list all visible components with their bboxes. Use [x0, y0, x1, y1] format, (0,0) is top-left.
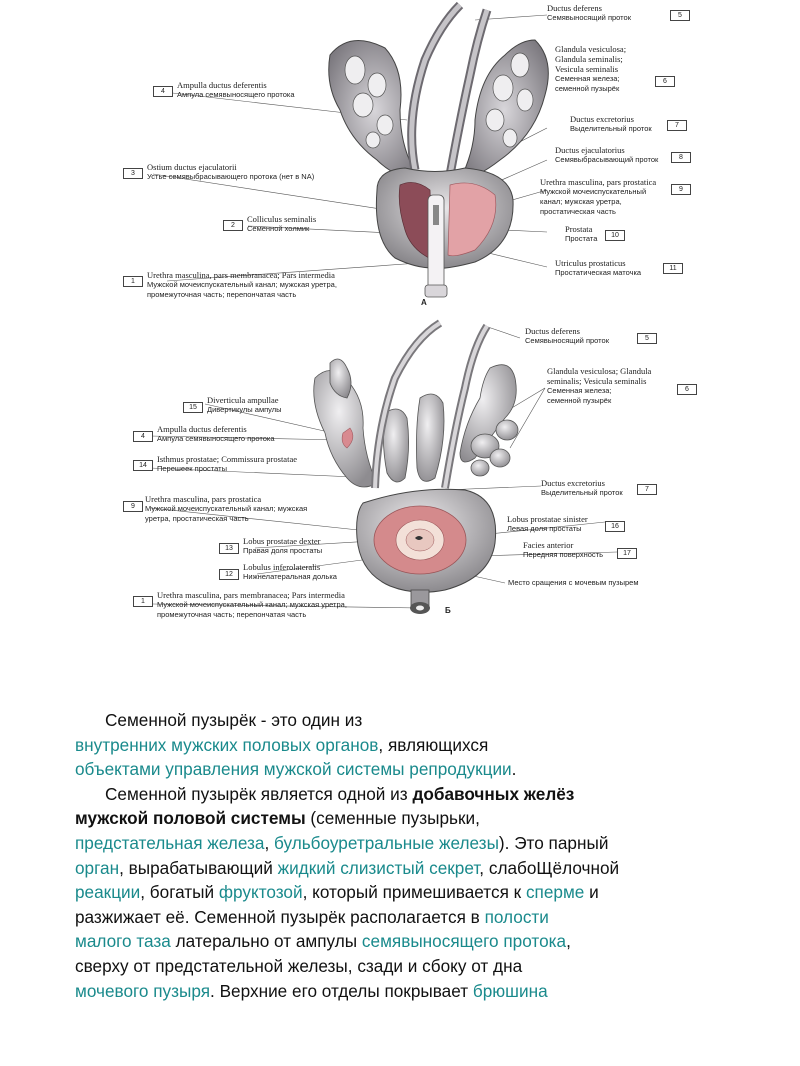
label-ductus-excretorius-a: Ductus excretorius Выделительный проток	[570, 114, 652, 133]
label-diverticula-b: Diverticula ampullae Дивертикулы ампулы	[207, 395, 282, 414]
label-number: 4	[153, 86, 173, 97]
label-number: 4	[133, 431, 153, 442]
label-ductus-ejaculatorius-a: Ductus ejaculatorius Семявыбрасывающий проток	[555, 145, 659, 164]
label-urethra-membranacea-b: Urethra masculina, pars membranacea; Pars intermedia Мужской мочеиспускательный канал; мужская уретра, промежуточная часть; перепончатая часть	[157, 590, 347, 619]
label-utriculus-a: Utriculus prostaticus Простатическая маточка	[555, 258, 642, 277]
link-pelvis[interactable]: малого таза	[75, 931, 171, 952]
label-urethra-membranacea-a: Urethra masculina, pars membranacea; Pars intermedia Мужской мочеиспускательный канал; мужская уретра, промежуточная часть; перепончатая часть	[147, 270, 337, 299]
label-facies-anterior-b: Facies anterior Передняя поверхность	[523, 540, 604, 559]
label-lobus-dexter-b: Lobus prostatae dexter Правая доля простаты	[243, 536, 323, 555]
figure-letter: A	[421, 298, 427, 307]
label-bladder-fusion-b: Место сращения с мочевым пузырем	[508, 578, 639, 587]
label-glandula-vesiculosa-b: Glandula vesiculosa; Glandula seminalis; Vesicula seminalis Семенная железа; семенной пузырёк	[547, 366, 652, 405]
label-ostium-a: Ostium ductus ejaculatorii Устье семявыбрасывающего протока (нет в NA)	[147, 162, 315, 181]
link-reaction[interactable]: реакции	[75, 882, 141, 903]
anatomy-figure-a	[115, 0, 695, 315]
link-organ[interactable]: орган	[75, 857, 120, 878]
figure-letter: Б	[445, 606, 451, 615]
paragraph-2: Семенной пузырёк является одной из добавочных желёз мужской половой системы (семенные пузырьки, предстательная железа, бульбоуретральные железы). Это парный орган, вырабатывающий жидкий слизистый секрет, слабоЩёлочной реакции, богатый фруктозой, который примешивается к сперме и разжижает её. Семенной пузырёк располагается в полости малого таза латерально от ампулы семявыносящего протока, сверху от предстательной железы, сзади и сбоку от дна мочевого пузыря. Верхние его отделы покрывает брюшина	[75, 783, 620, 1001]
label-number: 9	[671, 184, 691, 195]
label-number: 5	[670, 10, 690, 21]
link-vas-deferens[interactable]: семявыносящего протока	[361, 931, 567, 952]
paragraph-1: Семенной пузырёк - это один из внутренних мужских половых органов, являющихся объектами управления мужской системы репродукции.	[75, 710, 517, 780]
link-peritoneum[interactable]: брюшина	[472, 980, 548, 1001]
label-ampulla-a: Ampulla ductus deferentis Ампула семявыносящего протока	[177, 80, 295, 99]
link-mucous-secretion[interactable]: жидкий слизистый секрет	[277, 857, 480, 878]
label-urethra-prostatica-b: Urethra masculina, pars prostatica Мужской мочеиспускательный канал; мужская уретра, простатическая часть	[145, 494, 308, 523]
label-number: 3	[123, 168, 143, 179]
link-bladder[interactable]: мочевого пузыря	[75, 980, 211, 1001]
label-number: 7	[637, 484, 657, 495]
label-number: 17	[617, 548, 637, 559]
link-internal-male-organs[interactable]: внутренних мужских половых органов	[75, 734, 379, 755]
link-reproduction-system[interactable]: объектами управления мужской системы репродукции	[75, 759, 512, 780]
label-number: 11	[663, 263, 683, 274]
label-number: 6	[655, 76, 675, 87]
label-number: 2	[223, 220, 243, 231]
label-glandula-vesiculosa-a: Glandula vesiculosa; Glandula seminalis; Vesicula seminalis Семенная железа; семенной пузырёк	[555, 44, 627, 93]
label-urethra-prostatica-a: Urethra masculina, pars prostatica Мужской мочеиспускательный канал; мужская уретра, простатическая часть	[540, 177, 657, 216]
label-number: 5	[637, 333, 657, 344]
label-number: 1	[133, 596, 153, 607]
label-number: 10	[605, 230, 625, 241]
label-lobulus-b: Lobulus inferolateralis Нижнелатеральная долька	[243, 562, 337, 581]
link-prostate[interactable]: предстательная железа	[75, 832, 265, 853]
label-number: 6	[677, 384, 697, 395]
label-ductus-deferens-b: Ductus deferens Семявыносящий проток	[525, 326, 609, 345]
label-isthmus-b: Isthmus prostatae; Commissura prostatae Перешеек простаты	[157, 454, 297, 473]
label-ductus-deferens-a: Ductus deferens Семявыносящий проток	[547, 3, 631, 22]
label-number: 12	[219, 569, 239, 580]
label-ampulla-b: Ampulla ductus deferentis Ампула семявыносящего протока	[157, 424, 275, 443]
label-prostata-a: Prostata Простата	[565, 224, 598, 243]
link-bulbourethral-glands[interactable]: бульбоуретральные железы	[274, 832, 499, 853]
label-number: 8	[671, 152, 691, 163]
link-sperm[interactable]: сперме	[525, 882, 585, 903]
label-number: 9	[123, 501, 143, 512]
article-text	[75, 708, 740, 1003]
label-number: 13	[219, 543, 239, 554]
label-number: 15	[183, 402, 203, 413]
anatomy-figure-b	[115, 318, 695, 640]
label-number: 1	[123, 276, 143, 287]
label-number: 7	[667, 120, 687, 131]
label-number: 14	[133, 460, 153, 471]
label-ductus-excretorius-b: Ductus excretorius Выделительный проток	[541, 478, 623, 497]
label-lobus-sinister-b: Lobus prostatae sinister Левая доля простаты	[507, 514, 588, 533]
label-colliculus-a: Colliculus seminalis Семенной холмик	[247, 214, 317, 233]
link-cavity[interactable]: полости	[484, 906, 549, 927]
label-number: 16	[605, 521, 625, 532]
link-fructose[interactable]: фруктозой	[218, 882, 303, 903]
